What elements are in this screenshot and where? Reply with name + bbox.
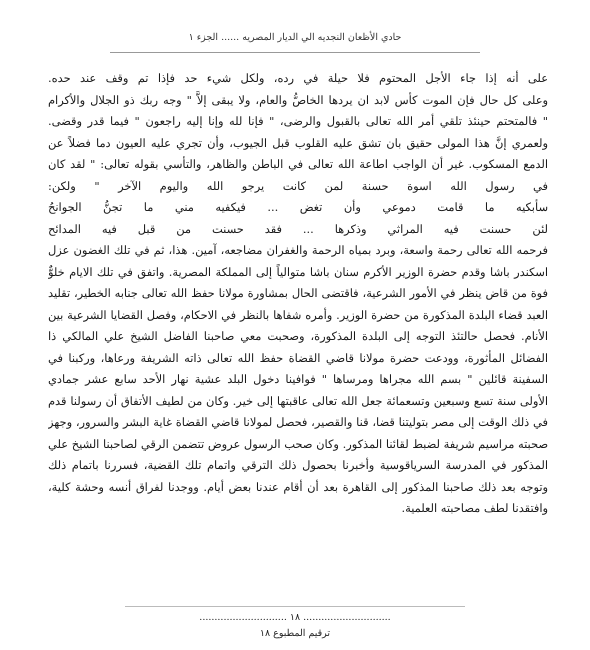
text-line: العبد قضاء البلدة المذكورة من حضرة الوزير. وأمره شفاها بالنظر في الاحكام، وفصل القضايا الشرعية بين	[48, 307, 548, 322]
header-rule	[110, 52, 480, 53]
text-line: الأنام. فحصل حالتئذ التوجه إلى البلدة المذكورة، وصحبت معي صاحبنا الفاضل الشيخ علي المالكي ذا	[48, 329, 548, 343]
text-line-last: وافتقدنا لطف مصاحبته العلمية.	[401, 501, 548, 515]
text-line: السفينة قائلين " بسم الله مجراها ومرساها " فوافينا دخول البلد عشية نهار الأحد سابع عشر جمادي	[48, 372, 548, 386]
text-line: الدمع المسكوب. غير أن الواجب اطاعة الله تعالى في الباطن والظاهر، والتأسي بقوله تعالى: " لقد كان	[48, 157, 548, 171]
text-line: في ذلك الوقت إلى مصر بتوليتنا قضا، قنا والقصير، فحصل لمولانا قاضي القضاة غاية البشر والسرور، وجهز	[48, 415, 548, 429]
text-line: اسكندر باشا وقدم حضرة الوزير الأكرم سنان باشا متوالياً إلى المملكة المصرية. واتفق في تلك الايام خلوٌّ	[48, 264, 548, 279]
text-line: ولعمري إنَّ هذا المولى حقيق بان تشق عليه القلوب قبل الجيوب، وأن تجري عليه العيون دما فضلاً عن	[48, 135, 548, 150]
text-line: وعلى كل حال فإن الموت كأس لابد ان يردها الخاصُّ والعام، ولا يبقى إلاَّ " وجه ربك ذو الجلال والأكرام	[48, 92, 548, 107]
text-line: في رسول الله اسوة حسنة لمن كانت يرجو الله واليوم الآخر " ولكن:	[48, 178, 548, 193]
text-line: المذكور في المدرسة السرياقوسية وأخبرنا بحصول ذلك الترقي واتمام تلك القضية، فسررنا باتمام ذلك	[48, 458, 548, 472]
text-line: وتوجه بعد ذلك صاحبنا المذكور إلى القاهرة بعد أن أقام عندنا بعض أيام. ووجدنا لفراق أنسه وحشة كلية،	[48, 479, 548, 494]
text-line: فرحمه الله تعالى رحمة واسعة، وبرد بمياه الرحمة والغفران مضاجعه، آمين. هذا، ثم في تلك الغضون عزل	[48, 243, 548, 257]
verse-line: سأبكيه ما قامت دموعي وأن تغض ... فيكفيه مني ما تجنُّ الجوانحُ	[48, 200, 548, 214]
text-line: " فالمتحتم حينئذ تلقي أمر الله تعالى بالقبول والرضى، " فإنا لله وإنا إليه راجعون " فيما قدر وقضى.	[48, 114, 548, 128]
print-page-number: ترقيم المطبوع ١٨	[259, 628, 331, 639]
footer-rule	[125, 606, 465, 607]
body-text	[48, 68, 548, 520]
text-line: صحبته مراسيم شريفة لضبط لقائنا المذكور. وكان صحب الرسول عروض تتضمن الرقي لصاحبنا الشيخ علي	[48, 436, 548, 451]
text-line: على أنه إذا جاء الأجل المحتوم فلا حيلة في رده، ولكل شيء حد فإذا تم وقف عند حده.	[48, 71, 548, 85]
verse-line: لئن حسنت فيه المراثي وذكرها ... فقد حسنت من قبل فيه المدائح	[48, 221, 548, 236]
text-line: فوة من قاض ينظر في الأمور الشرعية، فاقتضى الحال بمشاورة مولانا حفظ الله تعالى جنابه الخطير، تقليد	[48, 286, 548, 300]
page-number: ............................. ١٨ .............................	[199, 612, 391, 623]
text-line: الفضائل المأثورة، وودعت حضرة مولانا قاضي القضاة حفظ الله تعالى ذاته الشريفة ورعاها، وركبنا في	[48, 350, 548, 365]
text-line: الأولى سنة تسع وسبعين وتسعمائة جعل الله تعالى عاقبتها إلى خير. وكان من لطيف الأتفاق أن رسولنا قدم	[48, 393, 548, 408]
running-header: حادي الأظعان النجديه الي الديار المصريه ...... الجزء ١	[188, 32, 402, 43]
